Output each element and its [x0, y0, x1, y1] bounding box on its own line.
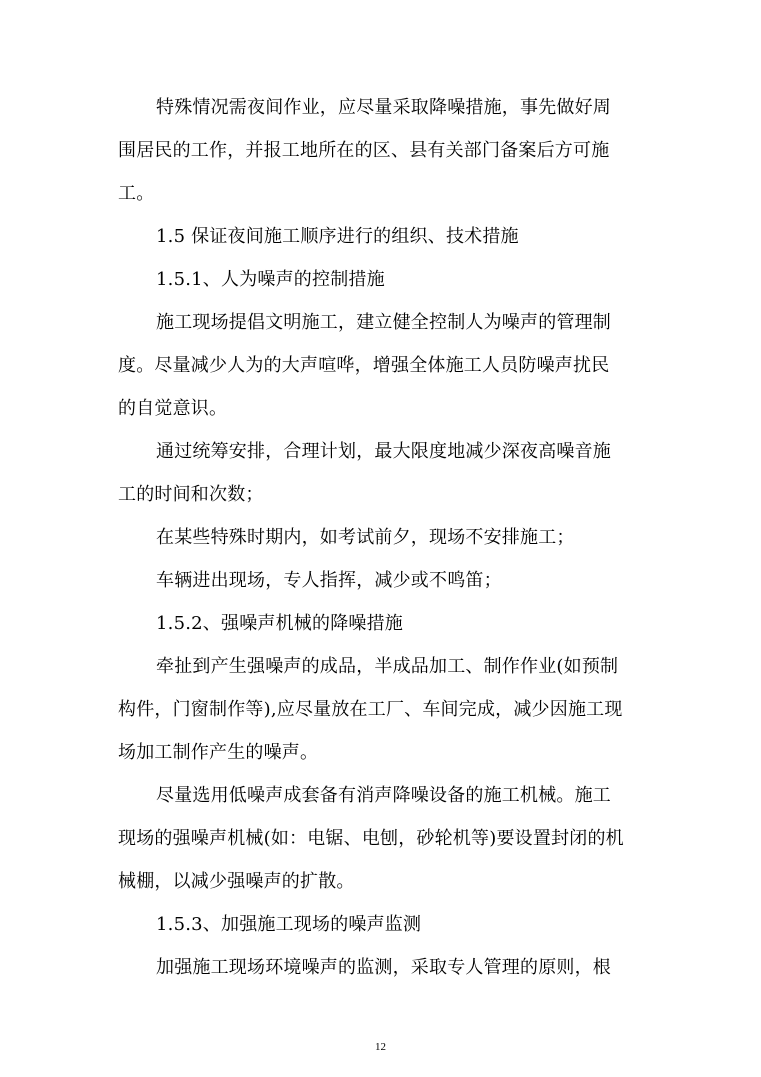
subsection-heading: 1.5.3、加强施工现场的噪声监测: [156, 914, 422, 935]
paragraph-line: 牵扯到产生强噪声的成品，半成品加工、制作作业(如预制: [156, 656, 619, 677]
paragraph-line: 度。尽量减少人为的大声喧哗，增强全体施工人员防噪声扰民: [118, 355, 610, 376]
subsection-heading: 1.5.1、人为噪声的控制措施: [156, 269, 385, 290]
paragraph-line: 工。: [118, 183, 155, 204]
paragraph-line: 加强施工现场环境噪声的监测，采取专人管理的原则，根: [156, 957, 611, 978]
section-heading: 1.5 保证夜间施工顺序进行的组织、技术措施: [156, 226, 519, 247]
paragraph-line: 尽量选用低噪声成套备有消声降噪设备的施工机械。施工: [156, 785, 611, 806]
paragraph-line: 特殊情况需夜间作业，应尽量采取降噪措施，事先做好周: [156, 97, 611, 118]
paragraph-line: 车辆进出现场，专人指挥，减少或不鸣笛；: [156, 570, 502, 591]
paragraph-line: 施工现场提倡文明施工，建立健全控制人为噪声的管理制: [156, 312, 611, 333]
page-number: 12: [375, 1041, 386, 1053]
paragraph-line: 工的时间和次数；: [118, 484, 264, 505]
paragraph-line: 在某些特殊时期内，如考试前夕，现场不安排施工；: [156, 527, 575, 548]
paragraph-line: 的自觉意识。: [118, 398, 228, 419]
paragraph-line: 械棚，以减少强噪声的扩散。: [118, 871, 355, 892]
paragraph-line: 场加工制作产生的噪声。: [118, 742, 319, 763]
subsection-heading: 1.5.2、强噪声机械的降噪措施: [156, 613, 403, 634]
paragraph-line: 现场的强噪声机械(如：电锯、电刨，砂轮机等)要设置封闭的机: [118, 828, 624, 849]
paragraph-line: 围居民的工作，并报工地所在的区、县有关部门备案后方可施: [118, 140, 610, 161]
paragraph-line: 通过统筹安排，合理计划，最大限度地减少深夜高噪音施: [156, 441, 611, 462]
paragraph-line: 构件，门窗制作等),应尽量放在工厂、车间完成，减少因施工现: [118, 699, 623, 720]
